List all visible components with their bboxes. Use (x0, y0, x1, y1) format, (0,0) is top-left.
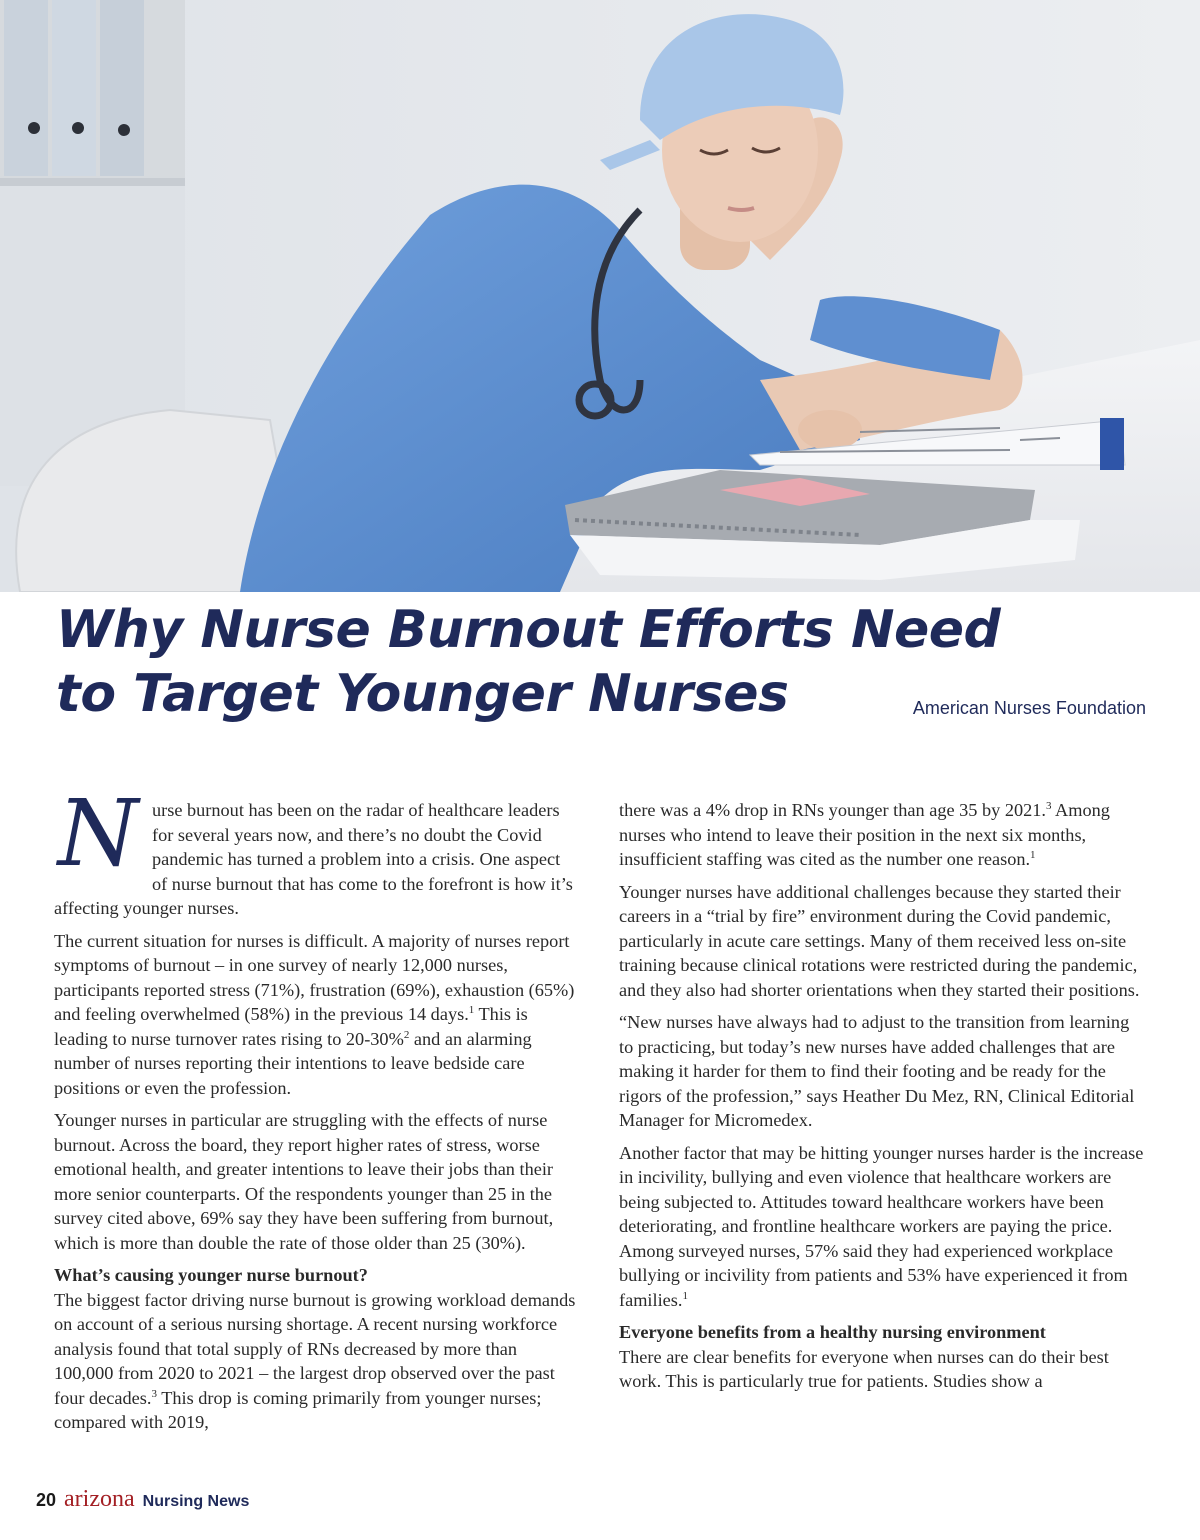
paragraph-younger-nurses: Younger nurses in particular are struggling with the effects of nurse burnout. Across the board, they report higher rates of stress, worse emotional health, and greater intentions to leave their jobs than their more senior counterparts. Of the respondents younger than 25 in the survey cited above, 69% say they have been suffering from burnout, which is more than double the rate of those older than 25 (30%). (54, 1110, 554, 1253)
paragraph-text: This drop is coming primarily from younger nurses; compared with 2019, (54, 1387, 542, 1432)
publication-logo-nursing-news: Nursing News (142, 1493, 250, 1510)
article-column-right (619, 798, 1145, 1394)
paragraph-workload (54, 1288, 576, 1435)
subhead-benefits: Everyone benefits from a healthy nursing environment (619, 1322, 1046, 1342)
nurse-at-desk-illustration (0, 0, 1200, 592)
paragraph-current-situation (54, 929, 576, 1101)
footnote-ref: 2 (403, 1028, 410, 1041)
footnote-ref: 3 (151, 1387, 157, 1400)
paragraph-quote: “New nurses have always had to adjust to the transition from learning to practicing, but today’s new nurses have added challenges that are making it harder for them to find their footing and be ready for the rigors of the profession,” says Heather Du Mez, RN, Clinical Editorial Manager for Micromedex. (619, 1012, 1135, 1130)
lead-paragraph (54, 780, 576, 921)
footnote-ref: 1 (468, 1003, 475, 1016)
article-column-left (54, 780, 576, 1435)
paragraph-text: and an alarming number of nurses reporting their intentions to leave bedside care positions or even the profession. (54, 1028, 532, 1098)
article-title (56, 598, 1001, 726)
drop-cap: N (57, 780, 139, 887)
paragraph-text: Another factor that may be hitting younger nurses harder is the increase in incivility, bullying and even violence that healthcare workers are being subjected to. Attitudes toward healthcare workers have been deteriorating, and frontline healthcare workers are paying the price. Among surveyed nurses, 57% said they had experienced workplace bullying or incivility from patients and 53% have experienced it from families. (619, 1142, 1144, 1310)
publication-logo-arizona: arizona (64, 1486, 135, 1512)
paragraph-text: there was a 4% drop in RNs younger than age 35 by 2021. (619, 800, 1046, 820)
footnote-ref: 3 (1045, 799, 1052, 812)
paragraph-text: The biggest factor driving nurse burnout is growing workload demands on account of a serious nursing shortage. A recent nursing workforce analysis found that total supply of RNs decreased by more than 100,000 from 2020 to 2021 – the largest drop observed over the past four decades. (54, 1289, 576, 1408)
paragraph-drop-continued (619, 798, 1145, 872)
subhead-causes: What’s causing younger nurse burnout? (54, 1265, 368, 1285)
page-number: 20 (36, 1490, 57, 1510)
paragraph-incivility (619, 1141, 1145, 1313)
paragraph-challenges: Younger nurses have additional challenges because they started their careers in a “trial by fire” environment during the Covid pandemic, particularly in acute care settings. Many of them received less on-site training because clinical rotations were restricted during the pandemic, and they also had shorter orientations when they started their positions. (619, 881, 1140, 1000)
title-line-2: to Target Younger Nurses (56, 664, 789, 724)
page-footer (36, 1486, 249, 1513)
title-line-1: Why Nurse Burnout Efforts Need (56, 600, 1001, 660)
footnote-ref: 1 (1030, 848, 1036, 861)
paragraph-text: The current situation for nurses is difficult. A majority of nurses report symptoms of burnout – in one survey of nearly 12,000 nurses, participants reported stress (71%), frustration (69%), exhaustion (65%) and feeling overwhelmed (58%) in the previous 14 days. (54, 930, 575, 1024)
paragraph-text: Among nurses who intend to leave their position in the next six months, insufficient staffing was cited as the number one reason. (619, 800, 1110, 869)
paragraph-text: This is leading to nurse turnover rates rising to 20-30% (54, 1004, 528, 1049)
byline: American Nurses Foundation (912, 698, 1146, 718)
lead-text: urse burnout has been on the radar of healthcare leaders for several years now, and there’s no doubt the Covid pandemic has turned a problem into a crisis. One aspect of nurse burnout that has come to the forefront is how it’s affecting younger nurses. (54, 800, 573, 918)
footnote-ref: 1 (682, 1289, 688, 1302)
paragraph-benefits: There are clear benefits for everyone when nurses can do their best work. This is particularly true for patients. Studies show a (619, 1346, 1109, 1391)
hero-photo (0, 0, 1200, 592)
